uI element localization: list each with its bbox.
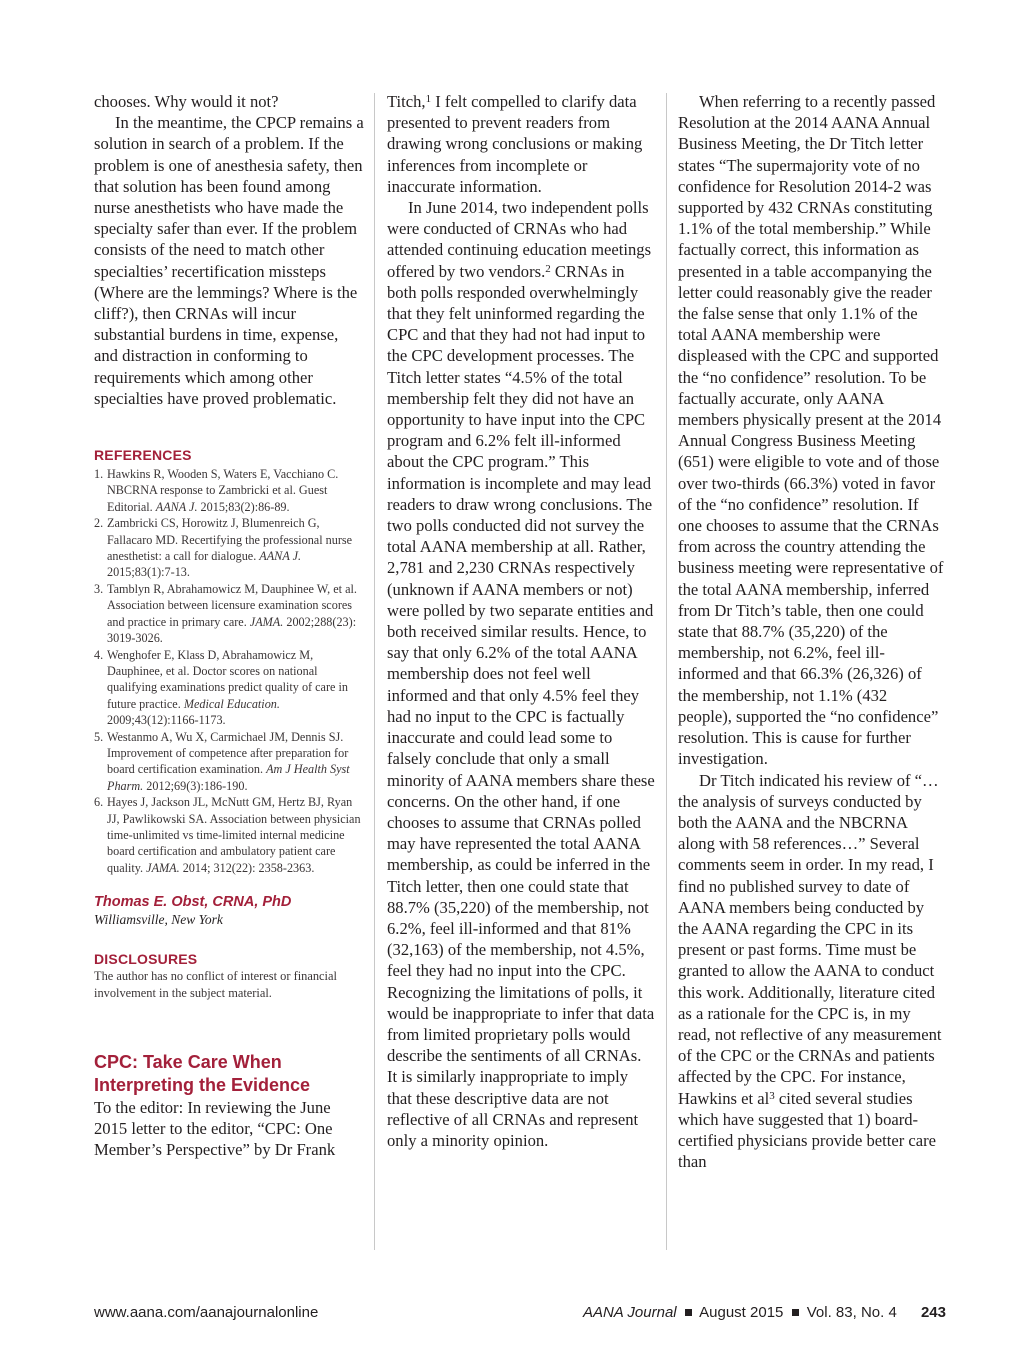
text-span: Titch, [387,92,426,111]
disclosures-text: The author has no conflict of interest or financial involvement in the subject material. [94,969,337,1000]
column-1 [94,91,364,1161]
reference-journal: Medical Education. [183,696,280,711]
reference-item [94,729,364,795]
reference-number: 3. [94,581,104,596]
author-name: Thomas E. Obst, CRNA, PhD [94,894,292,911]
text-span: I felt compelled to clarify data presented to prevent readers from drawing wrong conclusions or making inferences from incomplete or inaccurate information. [387,92,643,196]
reference-tail: 2012;69(3):186-190. [143,778,248,793]
reference-text: Hayes J, Jackson JL, McNutt GM, Hertz BJ, Ryan JJ, Pawlikowski SA. Association between physician time-unlimited vs time-limited internal medicine board certification and ambulatory patient care quality. [107,795,361,875]
footer-volume: Vol. 83, No. 4 [806,1304,897,1321]
text-span: In June 2014, two independent polls were conducted of CRNAs who had attended continuing education meetings offered by two vendors. [387,198,652,281]
reference-item [94,515,364,581]
reference-item [94,466,364,515]
reference-item [94,647,364,729]
reference-journal: AANA J. [259,549,302,564]
references-heading: REFERENCES [94,447,192,464]
reference-text: Tamblyn R, Abrahamowicz M, Dauphinee W, et al. Association between licensure examination scores and practice in primary care. [107,581,357,629]
reference-number: 2. [94,516,104,531]
paragraph [387,91,655,197]
citation-superscript: 2 [545,262,551,275]
reference-text: Hawkins R, Wooden S, Waters E, Vacchiano C. NBCRNA response to Zambricki et al. Guest Editorial. [107,467,339,514]
paragraph: chooses. Why would it not? [94,92,279,111]
reference-item [94,794,364,876]
reference-number: 5. [94,729,104,744]
reference-tail: 2015;83(2):86-89. [197,499,290,514]
column-divider [374,93,375,1250]
intro-text: : In reviewing the June 2015 letter to the editor, “CPC: One Member’s Perspective” by Dr Frank [94,1098,336,1160]
column-2 [387,91,655,1151]
citation-superscript: 1 [425,93,432,105]
reference-text: Westanmo A, Wu X, Carmichael JM, Dennis SJ. Improvement of competence after preparation for board certification examination. [107,729,349,777]
paragraph: When referring to a recently passed Resolution at the 2014 AANA Annual Business Meeting, the Dr Titch letter states “The supermajority vote of no confidence for Resolution 2014-2 was supported by 432 CRNAs constituting 1.1% of the total membership.” While factually correct, this information as presented in a table accompanying the letter could reasonably give the reader the false sense that only 1.1% of the total AANA membership were displeased with the CPC and supported the “no confidence” resolution. To be factually accurate, only AANA members physically present at the 2014 Annual Congress Business Meeting (651) were eligible to vote and of those over two-thirds (66.3%) voted in favor of the “no confidence” resolution. If one chooses to assume that the CRNAs from across the country attending the business meeting were representative of the total AANA membership, inferred from Dr Titch’s table, then one could state that 88.7% (35,220) of the membership, not 6.2%, feel ill-informed and that 66.3% (26,326) of the membership, not 1.1% (432 people), supported the “no confidence” resolution. This is cause for further investigation. [678,92,944,769]
column-divider [666,93,667,1250]
footer-date: August 2015 [699,1304,784,1321]
reference-text: Wenghofer E, Klass D, Abrahamowicz M, Dauphinee, et al. Doctor scores on national qualifying examinations predict quality of care in future practice. [107,647,348,711]
paragraph: In the meantime, the CPCP remains a solution in search of a problem. If the problem is one of anesthesia safety, then that solution has been found among nurse anesthetists who have made the specialty safer than ever. If the problem consists of the need to match other specialties’ recertification missteps (Where are the lemmings? Where is the cliff?), then CRNAs will incur substantial burdens in time, expense, and distraction in conforming to requirements which among other specialties have proved problematic. [94,113,364,408]
paragraph [678,770,944,1173]
reference-journal: JAMA. [146,860,180,875]
reference-journal: AANA J. [155,499,198,514]
reference-tail: 2009;43(12):1166-1173. [107,713,226,728]
bullet-separator [792,1309,799,1316]
reference-number: 1. [94,467,104,482]
reference-number: 4. [94,647,104,662]
article-title: CPC: Take Care When Interpreting the Evidence [94,1052,311,1096]
text-span: cited several studies which have suggested that 1) board-certified physicians provide better care than [678,1088,937,1172]
footer-url: www.aana.com/aanajournalonline [94,1304,319,1321]
reference-tail: 2014; 312(22): 2358-2363. [179,860,315,875]
reference-text: Zambricki CS, Horowitz J, Blumenreich G, Fallacaro MD. Recertifying the professional nurse anesthetist: a call for dialogue. [107,516,353,564]
page-number: 243 [920,1304,946,1321]
reference-number: 6. [94,795,104,810]
reference-tail: 2002;288(23): 3019-3026. [107,614,357,646]
column-3 [678,91,944,1172]
citation-superscript: 3 [769,1089,775,1102]
paragraph [387,197,655,1151]
reference-item [94,581,364,647]
intro-lead: To the editor [94,1098,179,1118]
reference-tail: 2015;83(1):7-13. [107,565,190,580]
footer-journal: AANA Journal [582,1304,677,1321]
author-location: Williamsville, New York [94,912,223,928]
paragraph [94,1097,364,1161]
reference-journal: JAMA. [249,614,284,629]
references-list [94,466,364,876]
bullet-separator [685,1309,692,1316]
text-span: CRNAs in both polls responded overwhelmingly that they felt uninformed regarding the CPC and that they had not had input to the CPC development processes. The Titch letter states “4.5% of the total membership felt they did not have an opportunity to have input into the CPC program and 6.2% felt ill-informed about the CPC program.” This information is incomplete and may lead readers to draw wrong conclusions. The two polls conducted did not survey the total AANA membership at all. Rather, 2,781 and 2,230 CRNAs respectively (unknown if AANA members or not) were polled by two separate entities and both received similar results. Hence, to say that only 6.2% of the total AANA membership does not feel well informed and that only 4.5% feel they had no input to the CPC is factually inaccurate and could lead some to falsely conclude that only a small minority of AANA members share these concerns. On the other hand, if one chooses to assume that CRNAs polled may have represented the total AANA membership, as could be inferred in the Titch letter, then one could state that 88.7% (35,220) of the membership, not 6.2%, feel ill-informed and that 81% (32,163) of the membership, not 4.5%, feel they had no input into the CPC. Recognizing the limitations of polls, it would be inappropriate to infer that data from limited proprietary polls would describe the sentiments of all CRNAs. It is similarly inappropriate to imply that these descriptive data are not reflective of all CRNAs and represent only a minority opinion. [387,261,655,1150]
disclosures-heading: DISCLOSURES [94,951,198,968]
text-span: Dr Titch indicated his review of “…the analysis of surveys conducted by both the AANA and the NBCRNA along with 58 references…” Several comments seem in order. In my read, I find no published survey to date of AANA members being conducted by the AANA regarding the CPC in its present or past forms. Time must be granted to allow the AANA to conduct this work. Additionally, literature cited as a rationale for the CPC is, in my read, not reflective of any measurement of the CPC or the CRNAs and patients affected by the CPC. For instance, Hawkins et al [678,770,942,1108]
reference-journal: Am J Health Syst Pharm. [107,762,350,793]
footer-citation [583,1304,946,1321]
